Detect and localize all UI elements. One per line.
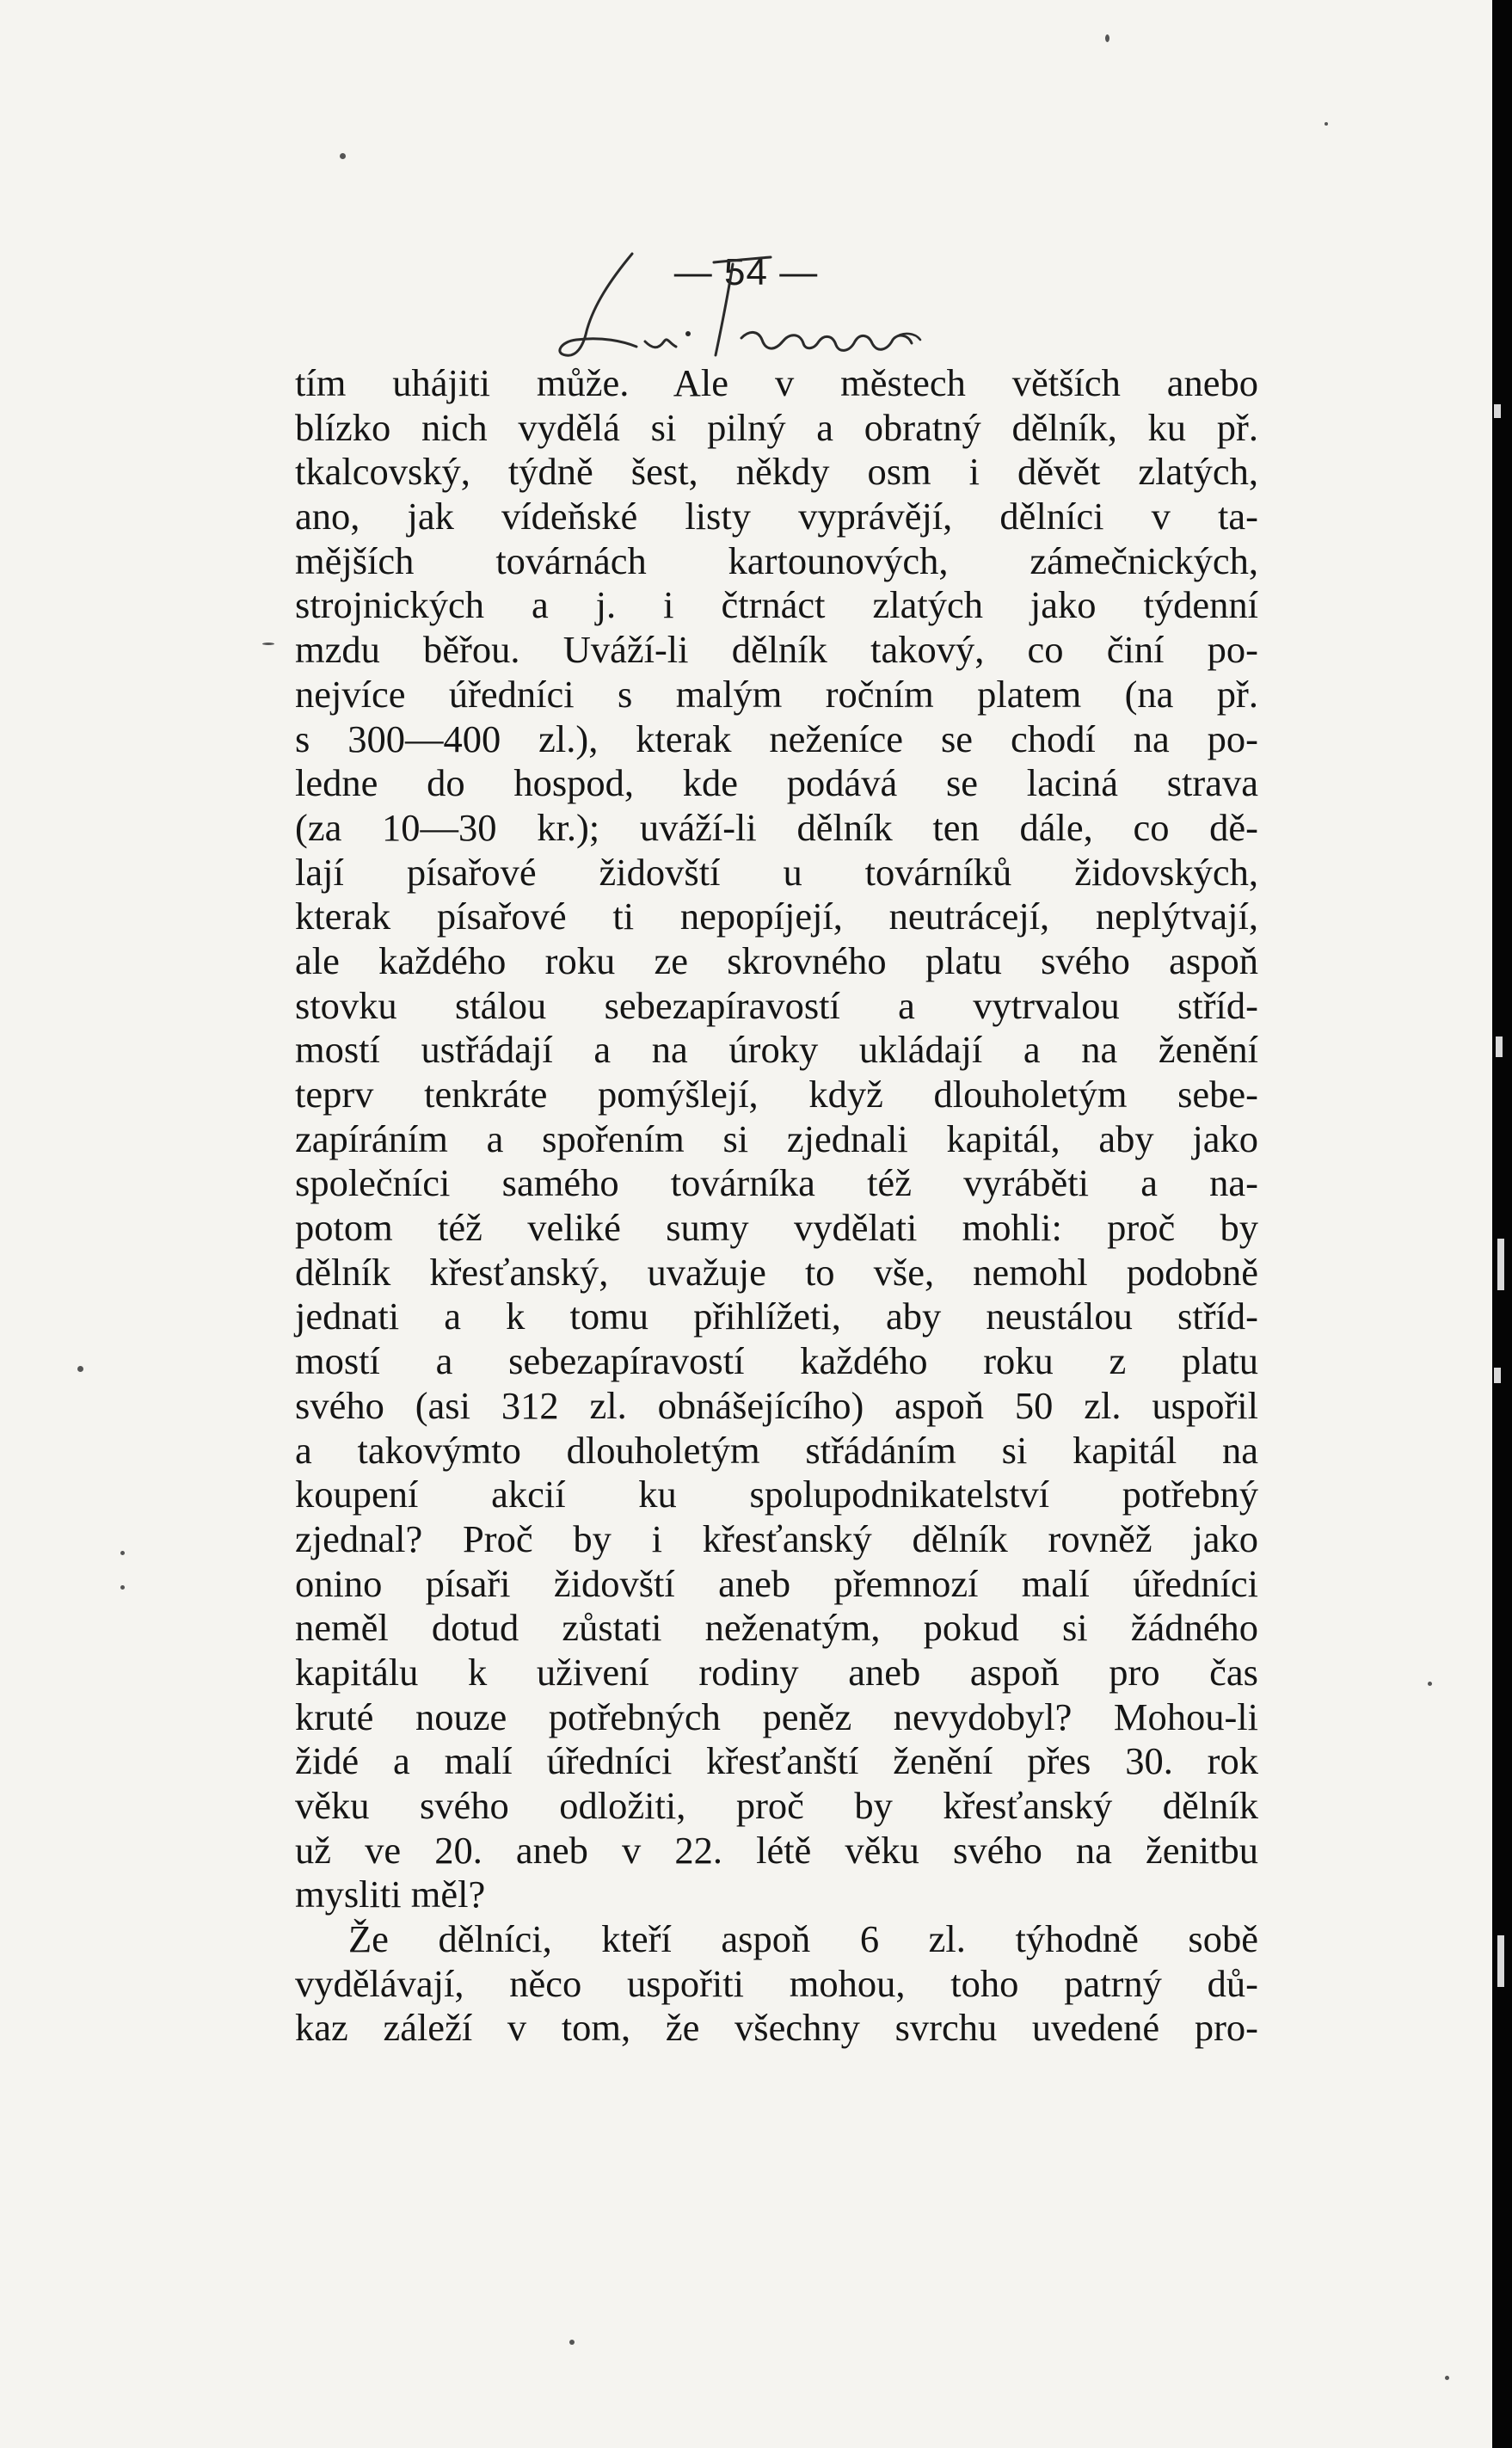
text-line: mostí a sebezapíravostí každého roku z platu: [295, 1339, 1258, 1383]
text-line: s 300—400 zl.), kterak neženíce se chodí na po-: [295, 717, 1258, 760]
paper-speck: [1445, 2376, 1449, 2380]
text-line: neměl dotud zůstati neženatým, pokud si žádného: [295, 1606, 1258, 1650]
text-line: svého (asi 312 zl. obnášejícího) aspoň 50 zl. uspořil: [295, 1383, 1258, 1427]
text-line: tím uhájiti může. Ale v městech větších anebo: [295, 361, 1258, 404]
text-line: mějších továrnách kartounových, zámečnických,: [295, 538, 1258, 582]
text-line: kapitálu k uživení rodiny aneb aspoň pro čas: [295, 1650, 1258, 1694]
text-line: mysliti měl?: [295, 1873, 486, 1916]
paper-speck: [569, 2340, 575, 2345]
text-line: ano, jak vídeňské listy vyprávějí, dělníci v ta-: [295, 495, 1258, 538]
text-line: strojnických a j. i čtrnáct zlatých jako týdenní: [295, 583, 1258, 627]
text-line: kaz záleží v tom, že všechny svrchu uvedené pro-: [295, 2006, 1258, 2050]
text-line: onino písaři židovští aneb přemnozí malí úředníci: [295, 1561, 1258, 1605]
text-line: společníci samého továrníka též vyráběti a na-: [295, 1161, 1258, 1205]
paragraph-1: [295, 361, 1258, 1917]
text-line: mostí ustřádají a na úroky ukládají a na ženění: [295, 1028, 1258, 1072]
paragraph-2: [295, 1917, 1258, 2051]
text-line: lají písařové židovští u továrníků židovských,: [295, 850, 1258, 894]
edge-mark: [1497, 1935, 1504, 1987]
page-number: — 54 —: [673, 251, 819, 293]
text-line: zjednal? Proč by i křesťanský dělník rovněž jako: [295, 1516, 1258, 1560]
text-line: mzdu běřou. Uváží-li dělník takový, co činí po-: [295, 628, 1258, 672]
paper-speck: [77, 1366, 83, 1372]
paper-speck: [1325, 122, 1328, 126]
text-line: a takovýmto dlouholetým střádáním si kapitál na: [295, 1428, 1258, 1472]
edge-mark: [1496, 1036, 1503, 1057]
text-line: vydělávají, něco uspořiti mohou, toho patrný dů-: [295, 1961, 1258, 2005]
paper-speck: [120, 1551, 125, 1555]
text-line: kterak písařové ti nepopíjejí, neutrácejí, neplýtvají,: [295, 895, 1258, 938]
text-line: nejvíce úředníci s malým ročním platem (na př.: [295, 672, 1258, 716]
text-line: potom též veliké sumy vydělati mohli: proč by: [295, 1206, 1258, 1250]
paper-speck: [1428, 1682, 1432, 1686]
text-line: stovku stálou sebezapíravostí a vytrvalou stříd-: [295, 983, 1258, 1027]
text-line: blízko nich vydělá si pilný a obratný dělník, ku př.: [295, 405, 1258, 449]
text-line: už ve 20. aneb v 22. létě věku svého na ženitbu: [295, 1828, 1258, 1872]
paper-speck: [1105, 34, 1109, 42]
text-line: ledne do hospod, kde podává se laciná strava: [295, 761, 1258, 805]
text-line: dělník křesťanský, uvažuje to vše, nemohl podobně: [295, 1250, 1258, 1294]
body-text: [295, 361, 1258, 2051]
text-line: Že dělníci, kteří aspoň 6 zl. týhodně sobě: [348, 1917, 1258, 1961]
scan-border: [1492, 0, 1512, 2448]
text-line: (za 10—30 kr.); uváží-li dělník ten dále, co dě-: [295, 805, 1258, 849]
text-line: věku svého odložiti, proč by křesťanský dělník: [295, 1784, 1258, 1827]
text-line: tkalcovský, týdně šest, někdy osm i děvět zlatých,: [295, 450, 1258, 494]
edge-mark: [1497, 1239, 1504, 1290]
text-line: kruté nouze potřebných peněz nevydobyl? Mohou-li: [295, 1695, 1258, 1738]
paper-speck: [120, 1585, 125, 1590]
paper-speck: [340, 153, 346, 159]
text-line: ale každého roku ze skrovného platu svého aspoň: [295, 938, 1258, 982]
text-line: koupení akcií ku spolupodnikatelství potřebný: [295, 1473, 1258, 1516]
edge-mark: [1494, 404, 1501, 418]
paper-speck: [262, 643, 274, 645]
text-line: jednati a k tomu přihlížeti, aby neustálou stříd-: [295, 1295, 1258, 1338]
edge-mark: [1494, 1368, 1501, 1383]
text-line: židé a malí úředníci křesťanští ženění přes 30. rok: [295, 1739, 1258, 1783]
text-line: zapíráním a spořením si zjednali kapitál, aby jako: [295, 1116, 1258, 1160]
text-line: teprv tenkráte pomýšlejí, když dlouholetým sebe-: [295, 1073, 1258, 1116]
